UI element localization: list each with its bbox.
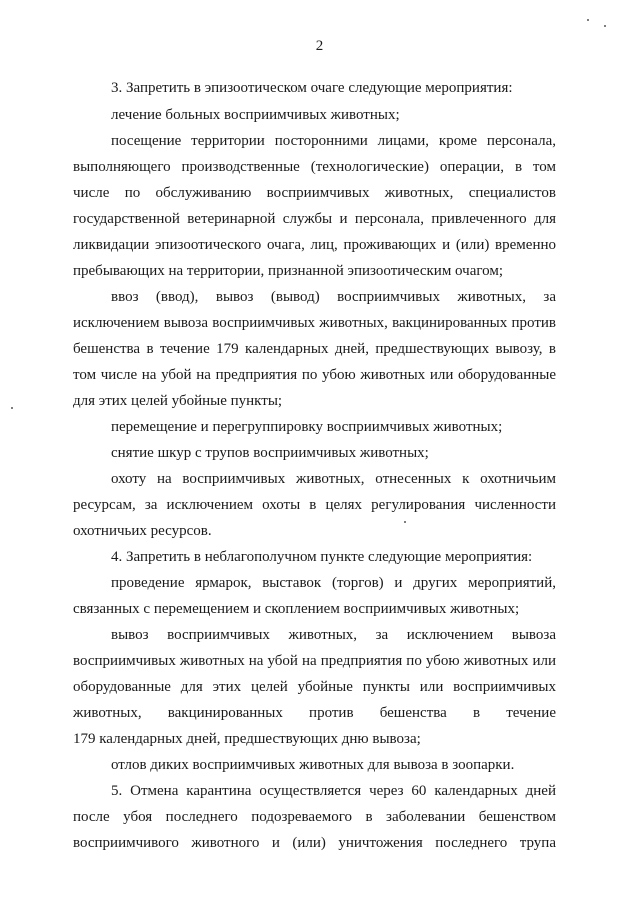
- paragraph-line: после убоя последнего подозреваемого в заболевании бешенством: [73, 809, 556, 825]
- paragraph-line: охоту на восприимчивых животных, отнесенных к охотничьим: [111, 471, 556, 487]
- paragraph-line: посещение территории посторонними лицами, кроме персонала,: [111, 133, 556, 149]
- paragraph-line: вывоз восприимчивых животных, за исключением вывоза: [111, 627, 556, 643]
- paragraph-line: пребывающих на территории, признанной эпизоотическим очагом;: [73, 263, 504, 279]
- paragraph-line: числе по обслуживанию восприимчивых животных, специалистов: [73, 185, 556, 201]
- paragraph-line: перемещение и перегруппировку восприимчивых животных;: [111, 419, 503, 435]
- section-4-heading: 4. Запретить в неблагополучном пункте следующие мероприятия:: [111, 549, 533, 565]
- paragraph-line: том числе на убой на предприятия по убою животных или оборудованные: [73, 367, 556, 383]
- paragraph-line: ввоз (ввод), вывоз (вывод) восприимчивых животных, за: [111, 289, 556, 305]
- paragraph-line: восприимчивого животного и (или) уничтожения последнего трупа: [73, 835, 556, 851]
- scan-speck: [11, 407, 13, 409]
- paragraph-line: восприимчивых животных на убой на предприятия по убою животных или: [73, 653, 556, 669]
- paragraph-line: выполняющего производственные (технологические) операции, в том: [73, 159, 556, 175]
- scan-speck: [587, 19, 589, 21]
- paragraph-line: охотничьих ресурсов.: [73, 523, 212, 539]
- paragraph-line: государственной ветеринарной службы и персонала, привлеченного для: [73, 211, 556, 227]
- paragraph-line: для этих целей убойные пункты;: [73, 393, 283, 409]
- paragraph-line: снятие шкур с трупов восприимчивых животных;: [111, 445, 429, 461]
- paragraph-line: животных, вакцинированных против бешенства в течение: [73, 705, 556, 721]
- scan-speck: [404, 521, 406, 523]
- paragraph-line: исключением вывоза восприимчивых животных, вакцинированных против: [73, 315, 556, 331]
- paragraph-line: ликвидации эпизоотического очага, лиц, проживающих и (или) временно: [73, 237, 556, 253]
- paragraph-line: связанных с перемещением и скоплением восприимчивых животных;: [73, 601, 520, 617]
- scan-speck: [604, 25, 606, 27]
- paragraph-line: отлов диких восприимчивых животных для вывоза в зоопарки.: [111, 757, 515, 773]
- section-5-heading: 5. Отмена карантина осуществляется через 60 календарных дней: [111, 783, 556, 799]
- paragraph-line: лечение больных восприимчивых животных;: [111, 107, 400, 123]
- paragraph-line: проведение ярмарок, выставок (торгов) и других мероприятий,: [111, 575, 556, 591]
- page-number: 2: [315, 38, 324, 54]
- paragraph-line: ресурсам, за исключением охоты в целях регулирования численности: [73, 497, 556, 513]
- paragraph-line: бешенства в течение 179 календарных дней, предшествующих вывозу, в: [73, 341, 556, 357]
- section-3-heading: 3. Запретить в эпизоотическом очаге следующие мероприятия:: [111, 80, 513, 96]
- paragraph-line: 179 календарных дней, предшествующих дню вывоза;: [73, 731, 421, 747]
- paragraph-line: оборудованные для этих целей убойные пункты или восприимчивых: [73, 679, 556, 695]
